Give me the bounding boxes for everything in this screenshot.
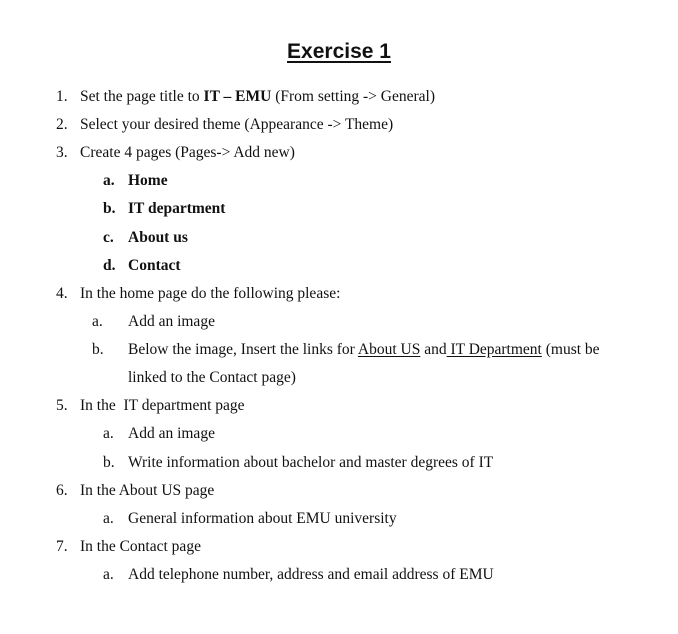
list-letter: a. — [103, 425, 114, 442]
list-number: 4. — [56, 285, 68, 302]
list-number: 3. — [56, 144, 68, 161]
list-number: 5. — [56, 397, 68, 414]
list-text: Add an image — [128, 425, 215, 442]
about-us-link[interactable]: About US — [357, 341, 421, 358]
list-text: Write information about bachelor and master degrees of IT — [128, 454, 494, 471]
list-letter: c. — [103, 229, 114, 246]
list-text: linked to the Contact page) — [128, 369, 296, 386]
list-text: Add an image — [128, 313, 215, 330]
list-letter: a. — [103, 566, 114, 583]
list-text: Contact — [128, 257, 181, 274]
list-letter: a. — [103, 510, 114, 527]
list-text: In the home page do the following please: — [80, 285, 341, 302]
bold-site-title: IT – EMU — [203, 88, 272, 105]
text-part: (From setting -> General) — [271, 88, 436, 105]
list-letter: b. — [103, 200, 116, 217]
list-text: IT department — [128, 200, 226, 217]
text-part: and — [420, 341, 447, 358]
list-text: Create 4 pages (Pages-> Add new) — [80, 144, 295, 161]
list-text: General information about EMU university — [128, 510, 397, 527]
list-text: Select your desired theme (Appearance -> Theme) — [80, 116, 394, 133]
list-letter: b. — [103, 454, 115, 471]
list-text — [128, 338, 600, 362]
list-letter: a. — [103, 172, 115, 189]
text-part: Below the image, Insert the links for — [128, 341, 358, 358]
list-number: 1. — [56, 88, 68, 105]
text-part: Set the page title to — [80, 88, 204, 105]
it-department-link[interactable]: IT Department — [446, 341, 542, 358]
list-number: 2. — [56, 116, 68, 133]
list-text: Home — [128, 172, 168, 189]
list-letter: a. — [92, 313, 103, 330]
list-letter: d. — [103, 257, 116, 274]
list-text: In the Contact page — [80, 538, 201, 555]
list-text: In the IT department page — [80, 397, 245, 414]
list-number: 6. — [56, 482, 68, 499]
list-number: 7. — [56, 538, 68, 555]
page-title: Exercise 1 — [287, 40, 391, 63]
list-text: In the About US page — [80, 482, 215, 499]
text-part: (must be — [541, 341, 600, 358]
list-text: Add telephone number, address and email address of EMU — [128, 566, 494, 583]
list-text: About us — [128, 229, 188, 246]
list-letter: b. — [92, 341, 104, 358]
list-text — [80, 85, 435, 109]
